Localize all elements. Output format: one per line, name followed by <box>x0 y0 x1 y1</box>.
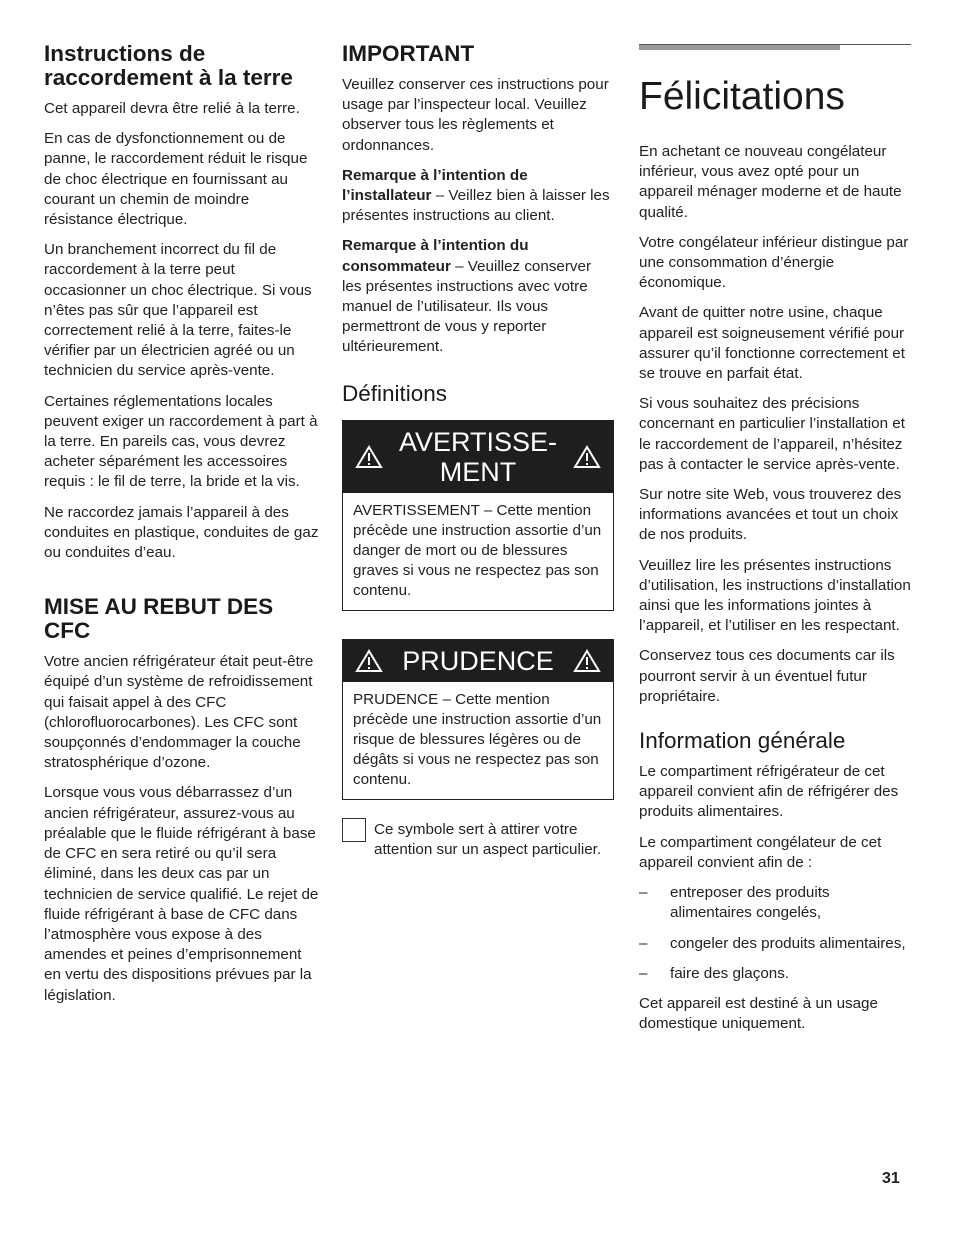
caution-header <box>343 640 613 682</box>
warning-title <box>383 427 573 487</box>
column-middle <box>342 42 614 860</box>
title-rule-thin <box>639 44 911 45</box>
intro-paragraph-6: Veuillez lire les présentes instructions d’utilisation, les instructions d’installation ainsi que les informations jointes à l’appareil, et l’utiliser en les respectant. <box>639 556 911 635</box>
warning-box <box>342 420 614 611</box>
warning-title-line-2: MENT <box>439 456 517 487</box>
installer-note <box>342 166 614 227</box>
caution-box <box>342 639 614 800</box>
list-dash: – <box>639 934 648 952</box>
ground-paragraph-2: En cas de dysfonctionnement ou de panne, le raccordement réduit le risque de choc électrique en fournissant au courant un chemin de moindre résistance électrique. <box>44 130 308 229</box>
consumer-note-text: – Veuillez conserver les présentes instructions avec votre manuel de l’utilisateur. Ils vous permettront de vous y reporter ultérieurement. <box>342 257 592 356</box>
list-item-text: entreposer des produits alimentaires congelés, <box>670 884 830 922</box>
ground-paragraph-5: Ne raccordez jamais l’appareil à des conduites en plastique, conduites de gaz ou conduites d’eau. <box>44 503 319 562</box>
ground-paragraph-1: Cet appareil devra être relié à la terre. <box>44 100 300 117</box>
cfc-paragraph-1: Votre ancien réfrigérateur était peut-être équipé d’un système de refroidissement qui faisait appel à des CFC (chlorofluorocarbones). Les CFC sont soupçonnés d’endommager la couche stratosphérique d’ozone. <box>44 653 314 772</box>
column-right <box>639 44 911 1044</box>
caution-description <box>353 690 603 791</box>
important-paragraph: Veuillez conserver ces instructions pour usage par l’inspecteur local. Veuillez observer tous les règlements et ordonnances. <box>342 76 609 154</box>
note-square-icon <box>342 818 366 842</box>
info-heading: Information générale <box>639 728 846 754</box>
info-paragraph-1: Le compartiment réfrigérateur de cet appareil convient afin de réfrigérer des produits alimentaires. <box>639 763 899 821</box>
important-heading: IMPORTANT <box>342 41 475 66</box>
consumer-note-label: Remarque à l’intention du consommateur <box>342 237 529 275</box>
intro-paragraph-4: Si vous souhaitez des précisions concernant en particulier l’installation et le raccordement de l’appareil, n’hésitez pas à contacter le service après-vente. <box>639 395 905 473</box>
note-symbol-row <box>342 818 614 860</box>
column-left <box>44 42 319 1016</box>
warning-triangle-icon <box>355 445 383 469</box>
ground-heading: Instructions de raccordement à la terre <box>44 41 293 90</box>
installer-note-label: Remarque à l’intention de l’installateur <box>342 166 528 205</box>
ground-paragraph-4: Certaines réglementations locales peuvent exiger un raccordement à part à la terre. En pareils cas, vous devrez acheter séparément les accessoires requis : le fil de terre, la bride et la vis. <box>44 392 318 491</box>
consumer-note <box>342 236 614 357</box>
cfc-heading: MISE AU REBUT DES CFC <box>44 594 274 644</box>
intro-paragraph-1: En achetant ce nouveau congélateur inférieur, vous avez opté pour un appareil ménager moderne et de haute qualité. <box>639 143 902 221</box>
warning-header <box>343 421 613 493</box>
definitions-heading: Définitions <box>342 380 448 406</box>
ground-paragraph-3: Un branchement incorrect du fil de raccordement à la terre peut occasionner un choc électrique. Si vous n’êtes pas sûr que l’appareil est correctement relié à la terre, faites-le vérifier par un électricien agréé ou un technicien du service après-vente. <box>44 241 312 380</box>
caution-body <box>343 682 613 799</box>
info-paragraph-2: Le compartiment congélateur de cet appareil convient afin de : <box>639 833 882 871</box>
page-title: Félicitations <box>639 75 845 118</box>
warning-description <box>353 501 603 602</box>
list-item <box>639 934 911 954</box>
intro-paragraph-7: Conservez tous ces documents car ils pourront servir à un éventuel futur propriétaire. <box>639 647 895 705</box>
caution-triangle-icon <box>355 649 383 673</box>
title-rule <box>639 44 911 52</box>
intro-paragraph-5: Sur notre site Web, vous trouverez des informations avancées et tout un choix de nos produits. <box>639 486 902 544</box>
list-item <box>639 964 911 984</box>
caution-title: PRUDENCE <box>402 645 554 676</box>
list-dash: – <box>639 884 648 902</box>
caution-description-label: PRUDENCE <box>353 690 439 708</box>
list-item <box>639 883 911 923</box>
cfc-paragraph-2: Lorsque vous vous débarrassez d’un ancien réfrigérateur, assurez-vous au préalable que le fluide réfrigérant à base de CFC en sera retiré ou qu’il sera éliminé, dans les deux cas par un technicien de service qualifié. Le rejet de fluide réfrigérant à base de CFC dans l’atmosphère vous expose à des amendes et peines d’emprisonnement en vertu des dispositions prévues par la législation. <box>44 784 319 1004</box>
installer-note-text: – Veillez bien à laisser les présentes instructions au client. <box>342 187 610 225</box>
caution-description-text: – Cette mention précède une instruction assortie d’un risque de blessures légères ou de dégâts si vous ne respectez pas son contenu. <box>353 690 602 789</box>
warning-description-label: AVERTISSEMENT <box>353 501 480 519</box>
list-dash: – <box>639 964 648 982</box>
intro-paragraph-3: Avant de quitter notre usine, chaque appareil est soigneusement vérifié pour assurer qu’il fonctionne correctement et se trouve en parfait état. <box>639 304 905 383</box>
list-item-text: faire des glaçons. <box>670 964 790 982</box>
note-symbol-text: Ce symbole sert à attirer votre attention sur un aspect particulier. <box>374 820 602 858</box>
warning-body <box>343 493 613 610</box>
list-item-text: congeler des produits alimentaires, <box>670 934 906 952</box>
warning-title-line-1: AVERTISSE- <box>398 426 558 457</box>
warning-description-text: – Cette mention précède une instruction assortie d’un danger de mort ou de blessures graves si vous ne respectez pas son contenu. <box>353 501 602 600</box>
intro-paragraph-2: Votre congélateur inférieur distingue par une consommation d’énergie économique. <box>639 233 909 292</box>
page-number: 31 <box>882 1170 900 1187</box>
info-paragraph-3: Cet appareil est destiné à un usage domestique uniquement. <box>639 994 878 1033</box>
caution-triangle-icon <box>573 649 601 673</box>
warning-triangle-icon <box>573 445 601 469</box>
